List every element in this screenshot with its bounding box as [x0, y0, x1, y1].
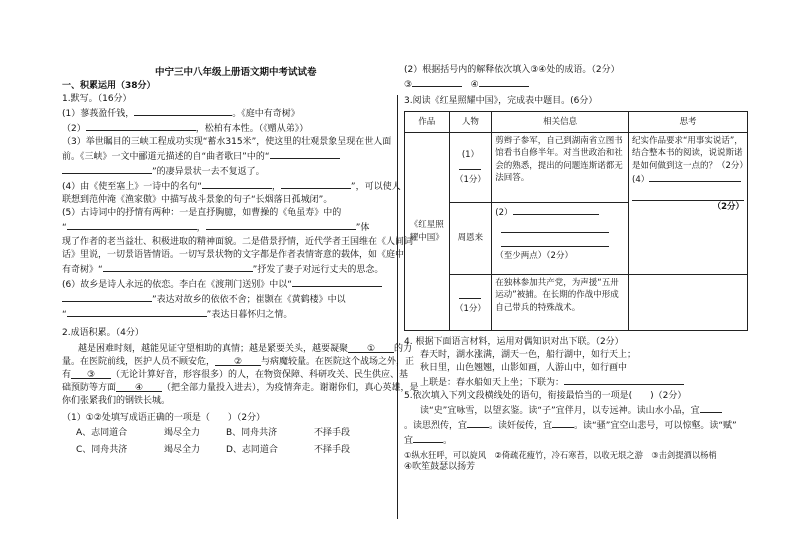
answer-blank[interactable] [479, 77, 529, 87]
option-d[interactable]: D、志同道合 [226, 445, 278, 456]
question-1-2: （2） ，松柏有本性。（《赠从弟》） [62, 121, 392, 136]
question-4-line2: 秋日里，山色翘翘，山影如画，人游山中，如行画中 [420, 363, 628, 374]
answer-blank[interactable] [501, 223, 609, 233]
question-5: 5.依次填入下列文段横线处的语句，衔接最恰当的一项是( )（2分） [404, 391, 687, 402]
options-row-2 [62, 444, 392, 457]
answer-blank[interactable] [632, 191, 744, 201]
answer-blank[interactable] [206, 220, 356, 230]
question-1-3-line2: 前。《三峡》一文中郦道元描述的自“曲者歌曰”中的“ [62, 149, 392, 164]
answer-blank[interactable] [62, 292, 152, 302]
question-2-passage: 越是困难时刻，越能见证守望相助的真情；越是紧要关头，越要凝聚 ① 的力 [78, 343, 413, 354]
question-1-5-line3: 现了作者的老当益壮、积极进取的精神面貌。二是借景抒情，近代学者王国维在《人间词 [62, 236, 414, 247]
answer-blank[interactable] [62, 164, 152, 174]
answer-blank[interactable] [459, 161, 481, 170]
question-2-passage-line3: 有 ③ （无论计算好音，形容很多）的人，在物资保障、科研攻关、民生供应、基 [62, 369, 409, 380]
question-2-passage-line4: 础预防等方面 ④ （把全部力量投入进去），为疫情奔走。谢谢你们，真心英雄，是 [62, 382, 419, 393]
option-c-part2: 竭尽全力 [164, 445, 201, 456]
question-5-line2: 。读思烈传，宜 。读奸佞传，宜 。读“骚”宜空山悲号，可以惊壑。读“赋” [404, 418, 749, 433]
person-cell-1[interactable]: (1） （1分） [449, 133, 492, 203]
question-1-6: (6）故乡是诗人永远的依恋。李白在《渡荆门送别》中以“ [62, 277, 392, 292]
question-2-2: (2）根据括号内的解释依次填入③④处的成语。（2分） [404, 65, 620, 75]
reading-table [404, 111, 748, 331]
think-answer: (4） [632, 172, 744, 186]
person-cell-3[interactable]: （1分） [449, 275, 492, 331]
answer-blank[interactable] [459, 290, 481, 299]
question-1-4-line2: 联想到范仲淹《渔家傲》中描写战斗景象的句子“长烟落日孤城闭”。 [62, 195, 333, 206]
question-3: 3.阅读《红星照耀中国》，完成表中题目。(6分） [404, 96, 598, 107]
table-header: 人物 [449, 112, 492, 133]
question-1-5-line5: 有奇树》“ ”抒发了妻子对远行丈夫的思念。 [62, 262, 392, 277]
empty-cell [629, 275, 748, 331]
answer-blank[interactable] [649, 172, 741, 182]
book-title: 《红星照耀中国》 [405, 133, 450, 331]
info-2-line1: (2） [495, 205, 625, 219]
answer-blank[interactable] [467, 418, 489, 428]
answer-blank[interactable] [281, 179, 351, 189]
question-1-5: (5）古诗词中的抒情有两种：一是直抒胸臆，如曹操的《龟虽寿》中的 [62, 208, 342, 219]
answer-blank[interactable] [134, 106, 232, 116]
question-5-options: ①纵水狂呼，可以旋风 ②倚疏花瘦竹，冷石寒苔，以收无垠之游 ③击剑提酒以杨梢 [404, 449, 717, 460]
question-4: 4. 根据下面语言材料，运用对偶知识对出下联。（2分） [404, 337, 624, 348]
right-column [404, 64, 749, 474]
answer-blank[interactable] [552, 418, 574, 428]
question-4-line3: 上联是：春水船如天上坐；下联为： [404, 375, 749, 390]
answer-blank[interactable] [292, 277, 382, 287]
option-c[interactable]: C、同舟共济 [76, 445, 128, 456]
question-1-6-line2: ”表达对故乡的依依不舍；崔颢在《黄鹤楼》中以 [62, 292, 392, 307]
question-1-5-line4: 话》里说，一切景语皆情语。一切写景状物的文字都是作者表情寄意的载体，如《庭中 [62, 249, 405, 260]
exam-title: 中宁三中八年级上册语文期中考试试卷 [155, 67, 317, 78]
question-5-line1: 读“史”宜咏雪，以望玄鉴。读“子”宜伴月，以专远神。读山水小品，宜 [404, 403, 749, 418]
question-2-1: （1）①②处填写成语正确的一项是（ ）（2分） [62, 413, 266, 424]
answer-blank[interactable] [86, 121, 196, 131]
think-cell[interactable]: 纪实作品要求“用事实说话”，结合整本书的阅读，说说斯诺是如何做到这一点的？（2分） (4） （2分） [629, 133, 748, 275]
question-1-3-line3: ”的凄异景状一去不复返了。 [62, 164, 392, 179]
answer-blank[interactable] [513, 205, 599, 215]
question-2-2-blanks: ③ ④ [404, 77, 749, 92]
answer-blank[interactable] [67, 307, 207, 317]
column-divider [397, 95, 398, 519]
table-header: 相关信息 [492, 112, 629, 133]
option-a-part2: 竭尽全力 [164, 428, 201, 439]
question-2: 2.成语积累。（4分） [62, 327, 144, 338]
answer-blank[interactable] [412, 77, 462, 87]
info-cell-3: 在独林参加共产党，为声援“五卅运动”被捕。在长期的作战中形成自己带兵的特殊战术。 [492, 275, 629, 331]
answer-blank[interactable] [501, 237, 609, 247]
table-header: 思考 [629, 112, 748, 133]
info-cell-2[interactable]: (2） （至少两点）（2分） [492, 203, 629, 275]
question-2-passage-line2: 量。在医院前线，医护人员不顾安危， ② 与病魔较量。在医院这个战场之外，正 [62, 356, 415, 367]
question-1-6-line3: “ ”表达日暮怀归之情。 [62, 307, 392, 322]
question-1-5-line2: “ ， ”体 [62, 220, 392, 235]
option-b-part2: 不择手段 [314, 428, 351, 439]
question-1: 1.默写。（16分） [62, 94, 132, 105]
option-a[interactable]: A、志同道合 [76, 428, 128, 439]
answer-blank[interactable] [564, 375, 684, 385]
answer-blank[interactable] [103, 262, 253, 272]
question-1-4: (4）由《使至塞上》一诗中的名句“ ， ”，可以使人 [62, 179, 392, 194]
blank-1[interactable]: ① [348, 343, 394, 353]
answer-blank[interactable] [270, 149, 340, 159]
person-cell-2: 周恩来 [449, 203, 492, 275]
question-5-options-2: ④吹笙鼓瑟以扬芳 [404, 461, 476, 472]
answer-blank[interactable] [67, 220, 197, 230]
info-cell-1: 剪辫子参军，自己到湖南省立图书馆看书自修半年。对当世政治和社会的熟悉，提出的问题连斯诺都无法回答。 [492, 133, 629, 203]
question-2-passage-line5: 你们张紧我们的钢铁长城。 [62, 396, 171, 407]
think-score: （2分） [712, 202, 744, 213]
answer-blank[interactable] [202, 179, 272, 189]
question-1-1: (1）蓼莪盈仟钱， 。《庭中有奇树》 [62, 106, 392, 121]
blank-3[interactable]: ③ [71, 369, 111, 379]
answer-blank[interactable] [413, 433, 443, 443]
table-header: 作品 [405, 112, 450, 133]
option-d-part2: 不择手段 [314, 445, 351, 456]
question-5-line3: 宜 。 [404, 433, 749, 448]
section-heading: 一、积累运用（38分） [62, 81, 156, 91]
question-1-3: （3）举世瞩目的三峡工程成功实现“蓄水315米”，使这里的壮观景象呈现在世人面 [62, 137, 392, 148]
question-4-line1: 春天时，湖水涨满，湖天一色，船行湖中，如行天上； [420, 350, 637, 361]
option-b[interactable]: B、同舟共济 [226, 428, 278, 439]
blank-4[interactable]: ④ [116, 382, 162, 392]
options-row-1 [62, 427, 392, 440]
left-column [62, 80, 419, 457]
blank-2[interactable]: ② [215, 356, 261, 366]
answer-blank[interactable] [700, 403, 722, 413]
